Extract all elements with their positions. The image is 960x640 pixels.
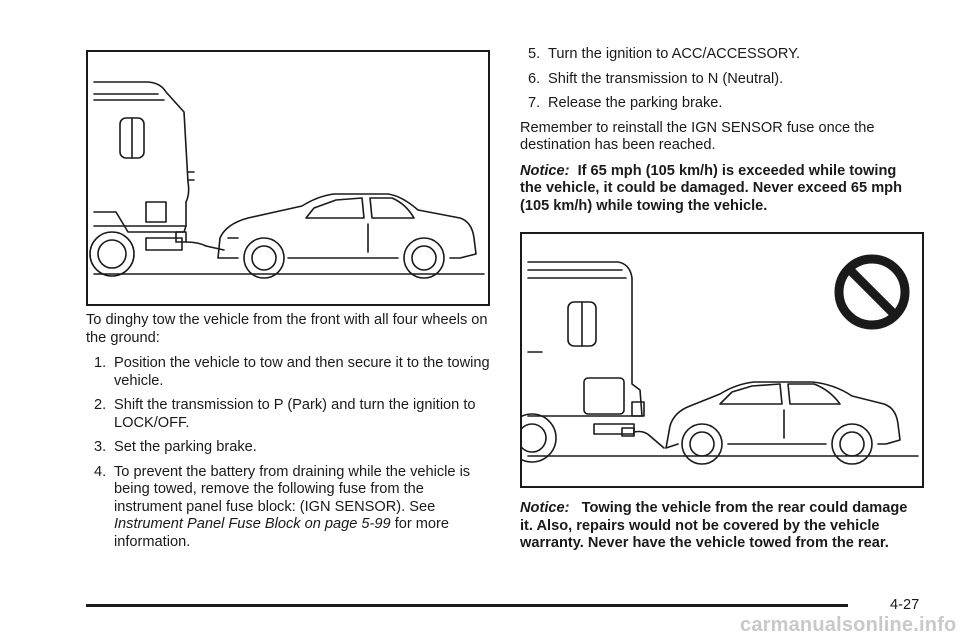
reminder-paragraph: Remember to reinstall the IGN SENSOR fuse once the destination has been reached. [520,119,875,153]
footer-rule [86,604,848,607]
cross-reference-link[interactable]: Instrument Panel Fuse Block on page 5-99 [114,516,391,532]
figure-rear-tow [520,232,924,488]
step-number: 2. [94,397,107,413]
prohibition-icon [839,259,905,325]
step-text: Position the vehicle to tow and then secure it to the towing vehicle. [114,355,490,389]
step-7 [520,95,920,113]
intro-paragraph: To dinghy tow the vehicle from the front with all four wheels on the ground: [86,312,488,346]
right-column-bottom [520,500,924,561]
notice-text: Towing the vehicle from the rear could damage it. Also, repairs would not be covered by the vehicle warranty. Never have the vehicle towed from the rear. [520,500,908,551]
step-4 [86,464,492,552]
step-text: Release the parking brake. [548,95,723,111]
step-text: Turn the ignition to ACC/ACCESSORY. [548,46,800,62]
page-number: 4-27 [890,597,920,613]
step-2 [86,397,492,432]
right-column-top [520,46,920,223]
step-number: 6. [528,70,541,87]
notice-speed [520,163,920,216]
step-5 [520,46,920,64]
front-tow-illustration [88,52,488,304]
step-3 [86,439,492,457]
notice-label: Notice: [520,162,570,179]
figure-front-tow [86,50,490,306]
step-6 [520,71,920,89]
notice-text: If 65 mph (105 km/h) is exceeded while towing the vehicle, it could be damaged. Never exceed 65 mph (105 km/h) while towing the vehicle. [520,162,903,214]
step-text: To prevent the battery from draining while the vehicle is being towed, remove the following fuse from the instrument panel fuse block: (IGN SENSOR). See [114,463,471,515]
step-number: 7. [528,95,541,111]
step-text: Set the parking brake. [114,439,257,455]
step-text: Shift the transmission to N (Neutral). [548,70,784,87]
step-number: 3. [94,439,107,455]
notice-label: Notice: [520,500,570,516]
watermark: carmanualsonline.info [740,614,957,636]
notice-rear-tow [520,500,924,553]
step-1 [86,355,492,390]
step-text-after: for more information. [114,516,450,550]
step-text: Shift the transmission to P (Park) and turn the ignition to LOCK/OFF. [114,397,476,431]
step-number: 4. [94,463,107,480]
left-column [86,312,492,558]
step-number: 5. [528,46,541,62]
rear-tow-illustration [522,234,922,486]
step-number: 1. [94,355,107,371]
